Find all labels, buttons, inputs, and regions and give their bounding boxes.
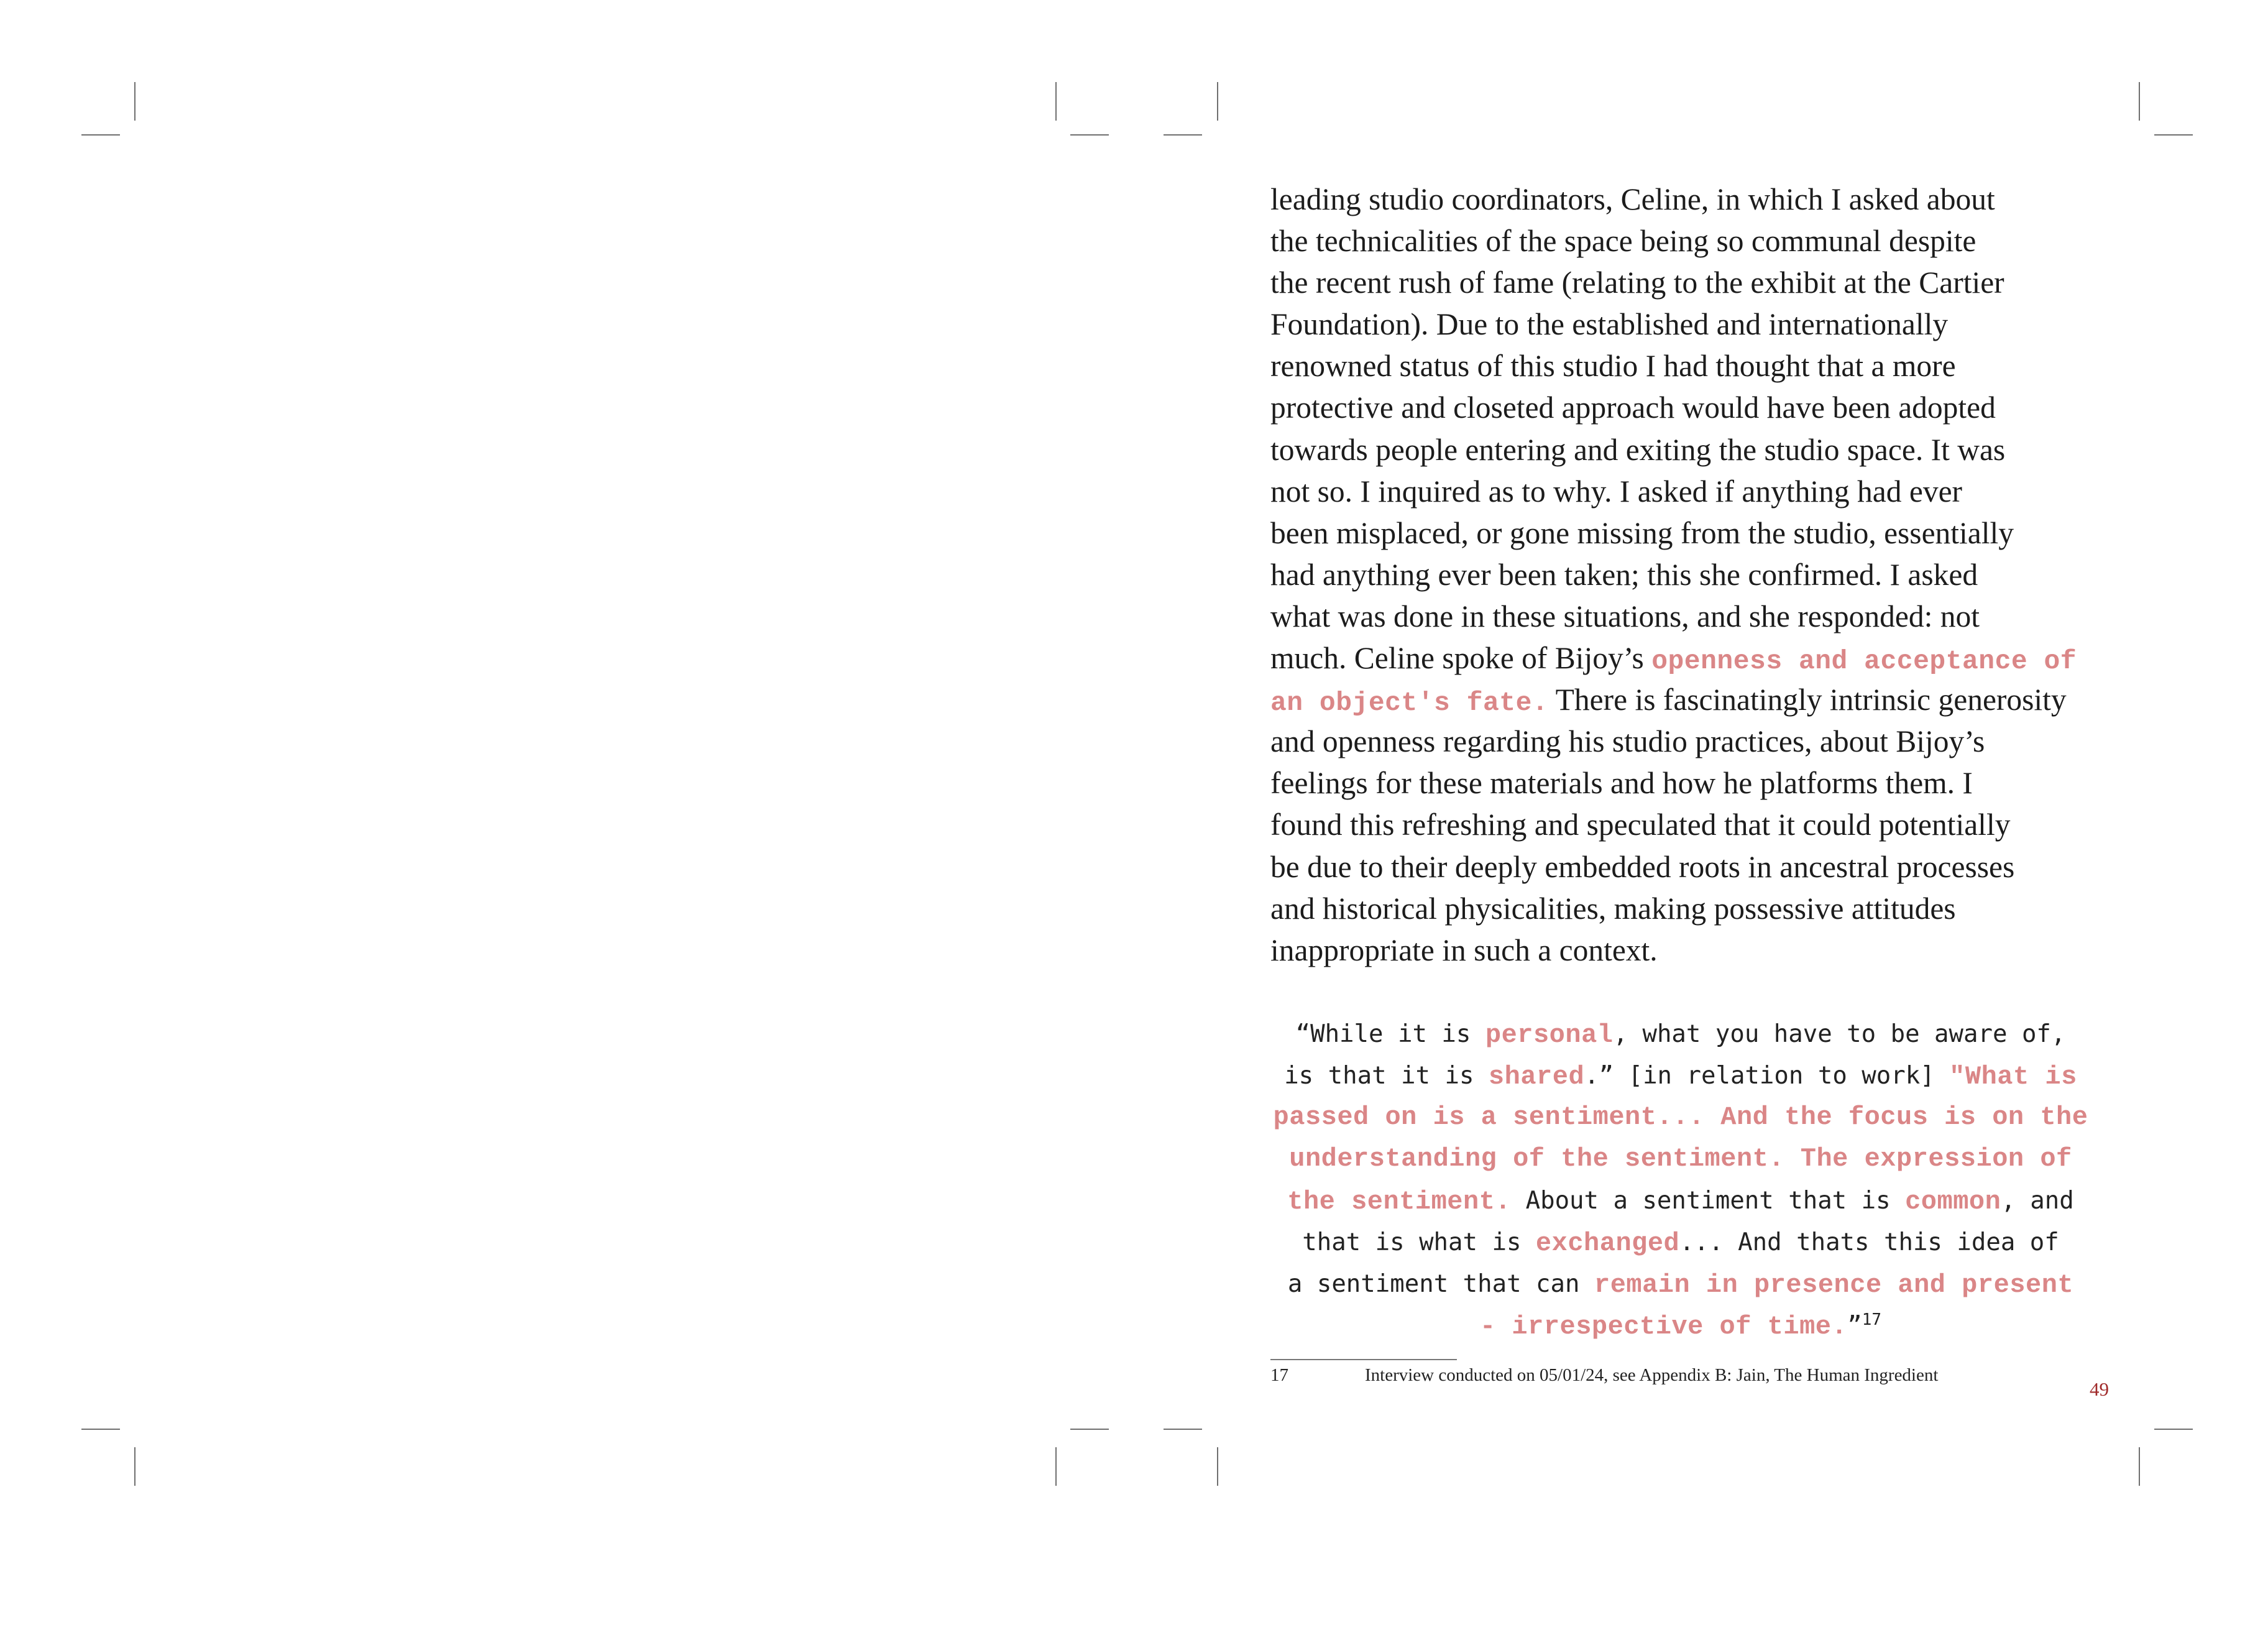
body-line: the recent rush of fame (relating to the exhibit at the Cartier [1270,265,2004,300]
page-number: 49 [2090,1378,2109,1400]
body-line-mixed [1270,637,2103,679]
body-line: and openness regarding his studio practices, about Bijoy’s [1270,724,1985,759]
body-line: feelings for these materials and how he platforms them. I [1270,766,1973,801]
quote-line [1270,1180,2091,1222]
block-quote [1270,1013,2091,1347]
body-line: not so. I inquired as to why. I asked if anything had ever [1270,474,1963,509]
stamped-word: common [1905,1187,2001,1217]
quote-text: ” [1847,1312,1862,1340]
stamped-word: personal [1485,1020,1614,1050]
body-line: towards people entering and exiting the studio space. It was [1270,432,2006,467]
footnote [1270,1365,2078,1386]
quote-text: is that it is [1284,1062,1489,1090]
body-line: protective and closeted approach would have been adopted [1270,390,1996,425]
body-line: leading studio coordinators, Celine, in which I asked about [1270,182,1995,216]
body-line: had anything ever been taken; this she confirmed. I asked [1270,557,1978,592]
quote-text: .” [in relation to work] [1584,1062,1950,1090]
body-line: and historical physicalities, making possessive attitudes [1270,891,1956,926]
body-line: found this refreshing and speculated that it could potentially [1270,808,2011,842]
body-line: renowned status of this studio I had thought that a more [1270,349,1956,384]
stamped-phrase: "What is [1949,1062,2077,1092]
quote-text: ... And thats this idea of [1679,1228,2059,1256]
stamped-phrase: an object's fate. [1270,688,1549,719]
body-line: Foundation). Due to the established and internationally [1270,307,1949,342]
footnote-number: 17 [1270,1365,1288,1385]
stamped-phrase: the sentiment. [1287,1187,1512,1217]
quote-text: “While it is [1295,1020,1485,1048]
body-line: been misplaced, or gone missing from the studio, essentially [1270,515,2014,550]
body-line: be due to their deeply embedded roots in ancestral processes [1270,849,2015,884]
quote-text: , and [2001,1187,2074,1215]
stamped-phrase: - irrespective of time. [1480,1312,1848,1342]
quote-line [1270,1055,2091,1097]
quote-line [1270,1305,2091,1347]
footnote-text: Interview conducted on 05/01/24, see Appendix B: Jain, The Human Ingredient [1365,1365,1939,1385]
stamped-word: shared [1488,1062,1585,1092]
footnote-rule [1270,1359,1457,1360]
quote-line [1270,1222,2091,1263]
body-line: what was done in these situations, and she responded: not [1270,599,1980,633]
stamped-line: passed on is a sentiment... And the focus is on the [1273,1102,2088,1132]
quote-line [1270,1263,2091,1305]
body-line: inappropriate in such a context. [1270,932,1658,967]
body-text-run: There is fascinatingly intrinsic generosity [1548,683,2067,717]
quote-text: that is what is [1302,1228,1536,1256]
quote-text: About a sentiment that is [1511,1187,1906,1215]
body-text-run: much. Celine spoke of Bijoy’s [1270,641,1652,676]
stamped-phrase: remain in presence and present [1594,1270,2074,1300]
body-line-mixed [1270,679,2103,721]
body-line: the technicalities of the space being so communal despite [1270,224,1976,259]
quote-text: a sentiment that can [1287,1270,1594,1298]
quote-text: , what you have to be aware of, [1613,1020,2066,1048]
body-paragraph [1270,178,2103,971]
quote-line [1270,1013,2091,1055]
stamped-phrase: openness and acceptance of [1651,646,2077,677]
stamped-line: understanding of the sentiment. The expression of [1289,1144,2072,1174]
stamped-word: exchanged [1535,1228,1680,1258]
footnote-ref: 17 [1862,1310,1881,1329]
